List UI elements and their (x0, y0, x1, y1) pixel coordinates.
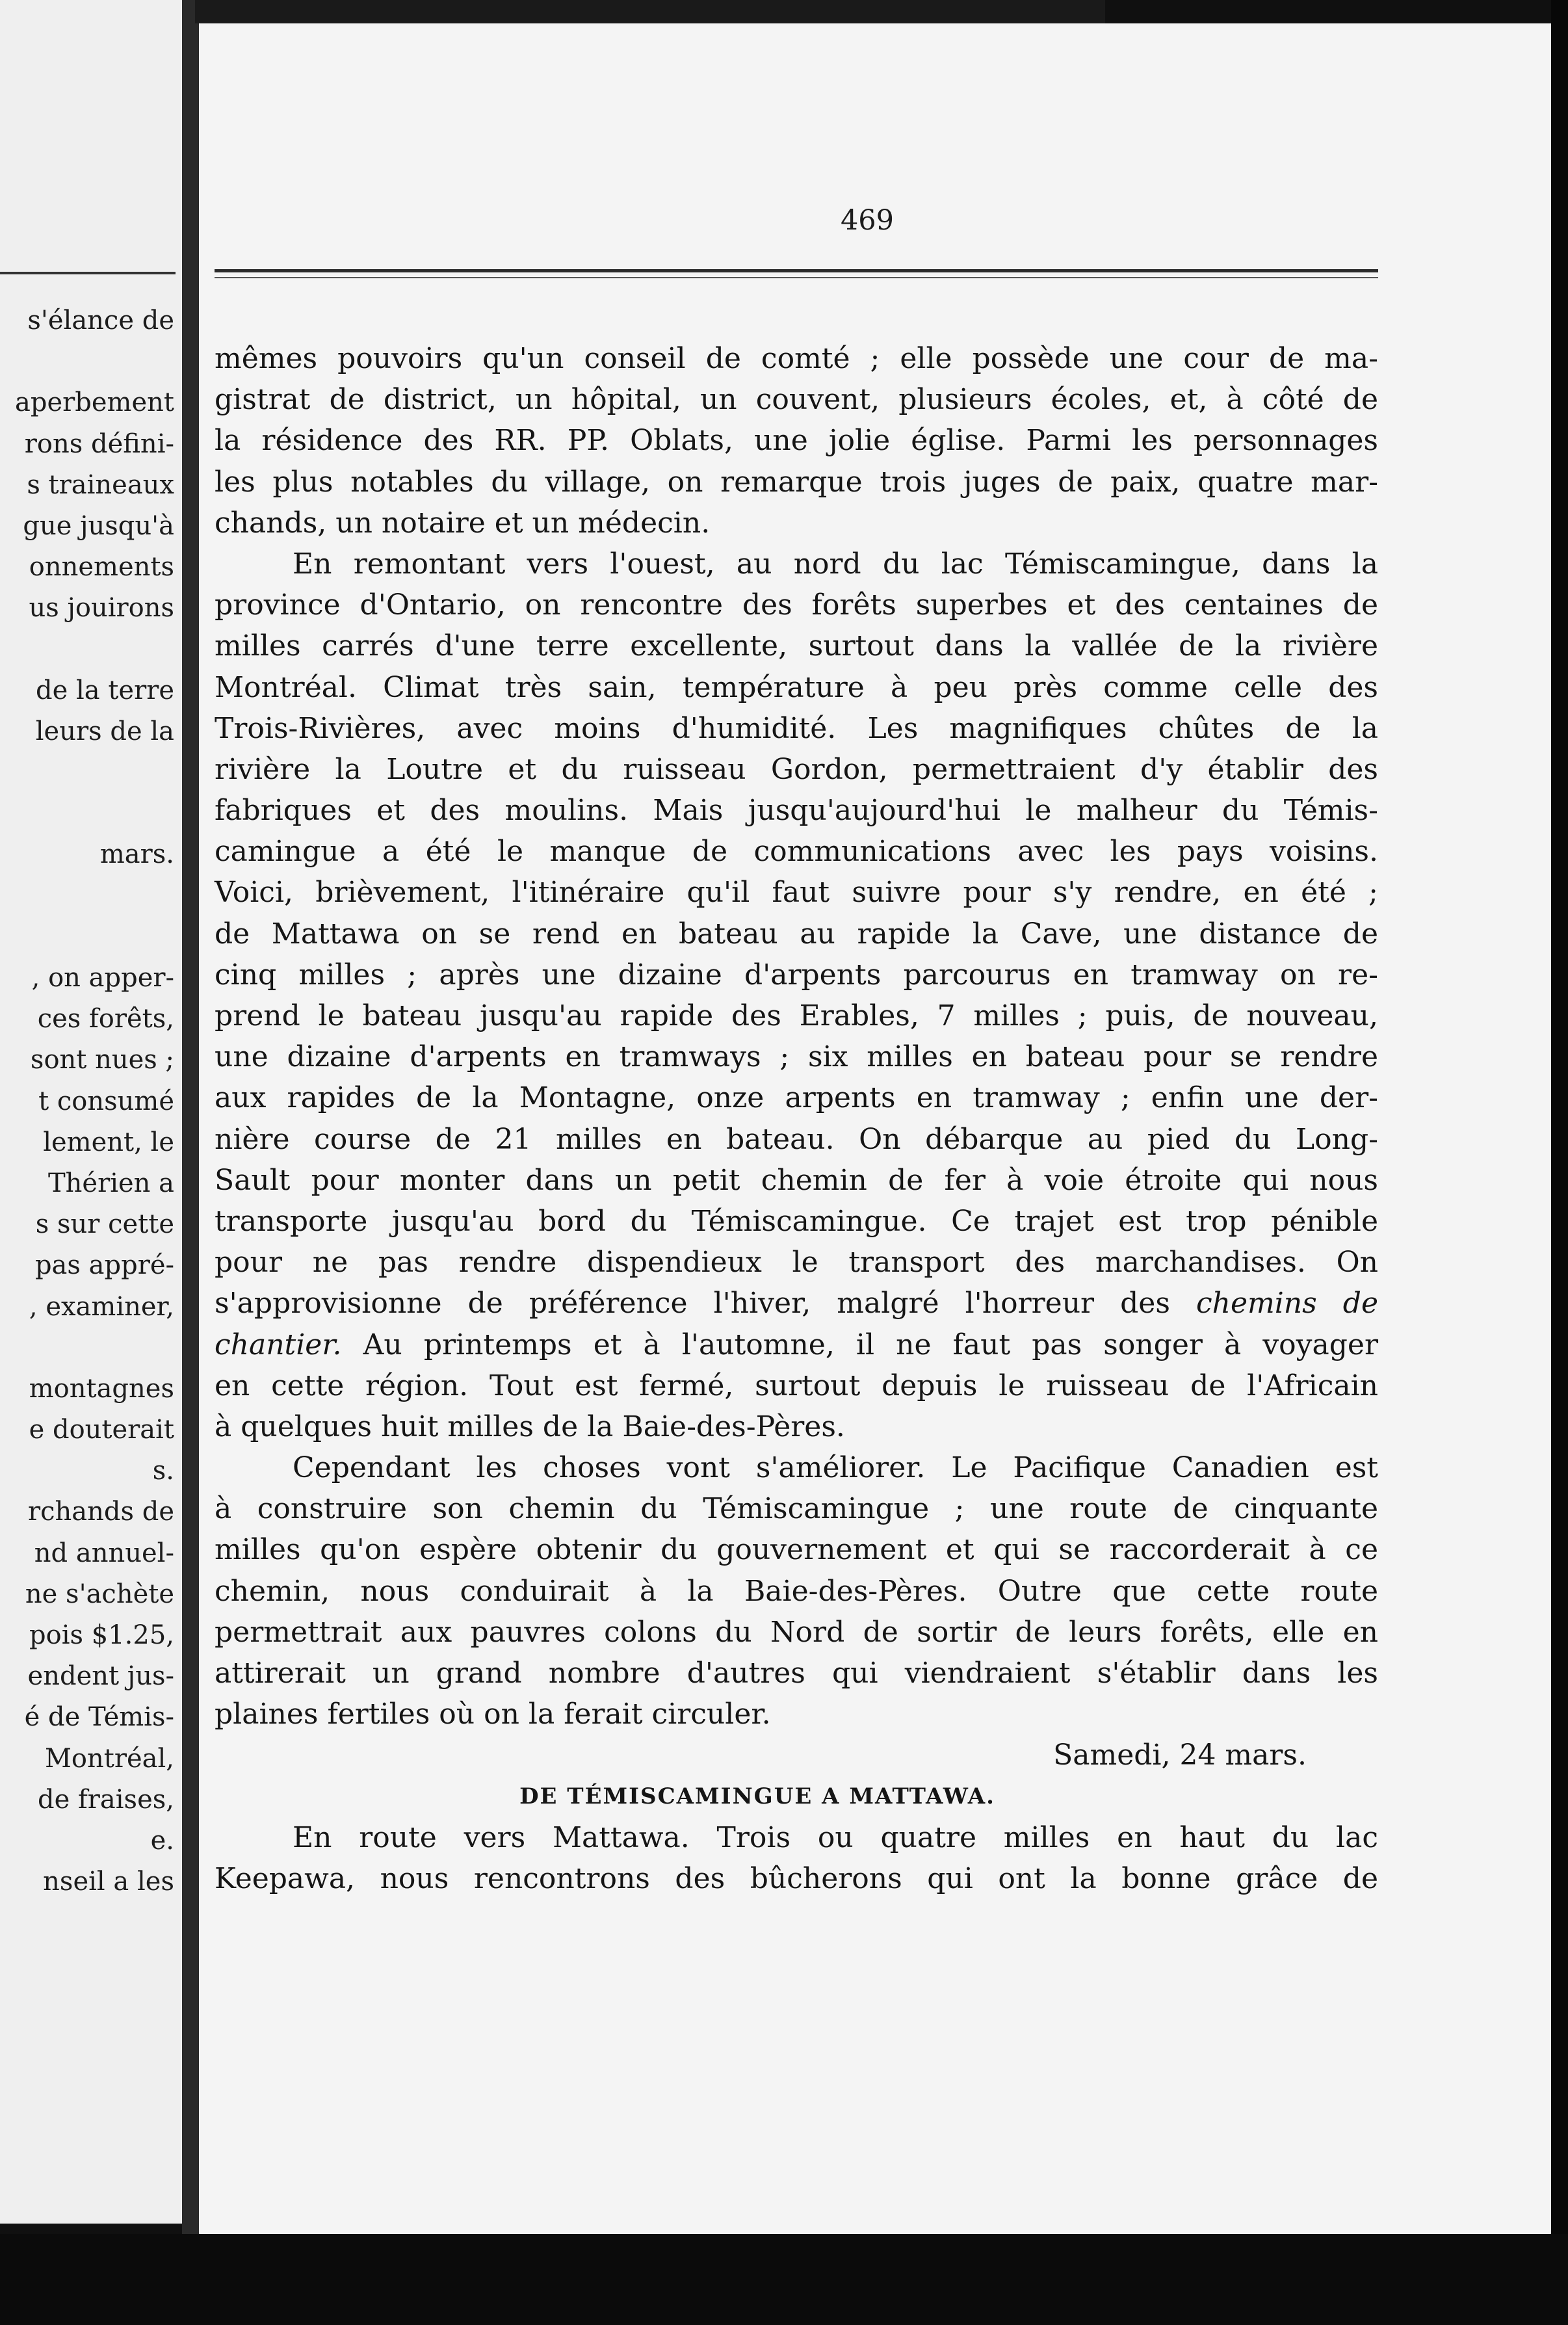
previous-page-line: t consumé (38, 1086, 174, 1116)
text-line: cinq milles ; après une dizaine d'arpents parcourus en tramway on re- (215, 958, 1378, 992)
text-line: les plus notables du village, on remarque trois juges de paix, quatre mar- (215, 465, 1378, 499)
previous-page-line: sont nues ; (30, 1045, 174, 1075)
section-heading: DE TÉMISCAMINGUE A MATTAWA. (519, 1783, 995, 1809)
text-line: fabriques et des moulins. Mais jusqu'aujourd'hui le malheur du Témis- (215, 794, 1378, 828)
header-rule (215, 269, 1378, 272)
previous-page-line (0, 1328, 174, 1369)
header-rule-thin (215, 277, 1378, 278)
previous-page-rule (0, 272, 176, 274)
text-line (215, 1283, 1378, 1324)
previous-page-line: mars. (99, 839, 174, 870)
right-scan-edge (1551, 0, 1568, 2325)
previous-page-line (0, 917, 174, 958)
previous-page-line: montagnes (29, 1373, 174, 1404)
text-fragment: s'approvisionne de préférence l'hiver, malgré l'horreur des (215, 1287, 1170, 1320)
previous-page-line: e. (150, 1825, 174, 1856)
previous-page-line: , on apper- (31, 963, 174, 993)
text-line: Voici, brièvement, l'itinéraire qu'il faut suivre pour s'y rendre, en été ; (215, 876, 1378, 910)
previous-page-line: de fraises, (38, 1784, 174, 1815)
italic-phrase: chemins de (1196, 1287, 1378, 1320)
previous-page-line: rons défini- (24, 428, 174, 459)
text-line: Montréal. Climat très sain, température à peu près comme celle des (215, 670, 1378, 704)
previous-page-line (0, 752, 174, 793)
text-fragment: Au printemps et à l'automne, il ne faut pas songer à voyager (363, 1328, 1378, 1361)
previous-page-line: s sur cette (35, 1209, 174, 1240)
previous-page-line (0, 793, 174, 834)
text-line: à quelques huit milles de la Baie-des-Pères. (215, 1410, 845, 1443)
previous-page-line: gue jusqu'à (23, 510, 174, 541)
text-line: une dizaine d'arpents en tramways ; six milles en bateau pour se rendre (215, 1040, 1378, 1074)
previous-page-line: s'élance de (27, 306, 174, 335)
bottom-scan-edge (0, 2234, 1568, 2325)
book-gutter (182, 0, 199, 2325)
page-body (215, 338, 1378, 1899)
text-line: la résidence des RR. PP. Oblats, une jolie église. Parmi les personnages (215, 424, 1378, 458)
previous-page-line: leurs de la (35, 716, 174, 746)
text-line (215, 1324, 1378, 1365)
text-line: de Mattawa on se rend en bateau au rapide la Cave, une distance de (215, 917, 1378, 951)
text-line: nière course de 21 milles en bateau. On débarque au pied du Long- (215, 1122, 1378, 1156)
text-line: permettrait aux pauvres colons du Nord de sortir de leurs forêts, elle en (215, 1615, 1378, 1649)
page-number: 469 (840, 204, 895, 237)
previous-page-line (0, 876, 174, 917)
previous-page-line: onnements (29, 552, 174, 583)
text-line: gistrat de district, un hôpital, un couvent, plusieurs écoles, et, à côté de (215, 383, 1378, 417)
previous-page-line: Thérien a (47, 1168, 174, 1198)
previous-page-line (0, 629, 174, 670)
previous-page-text (0, 300, 174, 1902)
page (199, 23, 1551, 2234)
text-line: Keepawa, nous rencontrons des bûcherons qui ont la bonne grâce de (215, 1861, 1378, 1895)
top-scan-shadow (195, 0, 1105, 23)
previous-page-line (0, 341, 174, 382)
previous-page-line: s traineaux (27, 469, 174, 500)
text-line: mêmes pouvoirs qu'un conseil de comté ; elle possède une cour de ma- (215, 342, 1378, 375)
text-line: pour ne pas rendre dispendieux le transport des marchandises. On (215, 1246, 1378, 1280)
previous-page-line: nseil a les (43, 1867, 174, 1897)
previous-page-line: rchands de (27, 1497, 174, 1527)
text-line: camingue a été le manque de communications avec les pays voisins. (215, 835, 1378, 869)
dateline: Samedi, 24 mars. (1053, 1739, 1307, 1772)
previous-page-line: endent jus- (27, 1661, 174, 1692)
text-line: en cette région. Tout est fermé, surtout depuis le ruisseau de l'Africain (215, 1369, 1378, 1402)
text-line: En route vers Mattawa. Trois ou quatre milles en haut du lac (293, 1820, 1378, 1854)
text-line: à construire son chemin du Témiscamingue ; une route de cinquante (215, 1492, 1378, 1526)
text-line: En remontant vers l'ouest, au nord du lac Témiscamingue, dans la (293, 547, 1378, 581)
previous-page-line: e douterait (29, 1415, 174, 1445)
text-line: transporte jusqu'au bord du Témiscamingue. Ce trajet est trop pénible (215, 1204, 1378, 1238)
text-line: prend le bateau jusqu'au rapide des Erables, 7 milles ; puis, de nouveau, (215, 999, 1378, 1032)
text-line: aux rapides de la Montagne, onze arpents en tramway ; enfin une der- (215, 1081, 1378, 1115)
previous-page-line: Montréal, (44, 1743, 174, 1774)
previous-page-line: pas appré- (34, 1250, 174, 1281)
previous-page-line: us jouirons (29, 593, 174, 624)
text-line: Sault pour monter dans un petit chemin de fer à voie étroite qui nous (215, 1163, 1378, 1197)
text-line: Cependant les choses vont s'améliorer. Le Pacifique Canadien est (293, 1451, 1378, 1485)
previous-page-line: aperbement (15, 388, 174, 418)
italic-phrase: chantier. (215, 1328, 342, 1361)
previous-page-line: ces forêts, (37, 1004, 174, 1034)
previous-page-line: ne s'achète (25, 1579, 174, 1609)
text-line: plaines fertiles où on la ferait circuler. (215, 1698, 771, 1731)
previous-page-line: , examiner, (29, 1291, 174, 1322)
previous-page-line: de la terre (35, 675, 174, 705)
text-line: milles qu'on espère obtenir du gouvernement et qui se raccorderait à ce (215, 1533, 1378, 1567)
previous-page-line: pois $1.25, (29, 1620, 174, 1650)
text-line: chands, un notaire et un médecin. (215, 506, 711, 540)
previous-page-line: nd annuel- (34, 1538, 174, 1568)
previous-page-line: é de Témis- (24, 1702, 174, 1733)
text-line: rivière la Loutre et du ruisseau Gordon, permettraient d'y établir des (215, 752, 1378, 786)
previous-page-line: lement, le (43, 1127, 174, 1157)
previous-page-line: s. (152, 1456, 174, 1486)
text-line: Trois-Rivières, avec moins d'humidité. Les magnifiques chûtes de la (215, 711, 1378, 745)
text-line: province d'Ontario, on rencontre des forêts superbes et des centaines de (215, 588, 1378, 622)
text-line: milles carrés d'une terre excellente, surtout dans la vallée de la rivière (215, 629, 1378, 663)
text-line: chemin, nous conduirait à la Baie-des-Pères. Outre que cette route (215, 1574, 1378, 1608)
text-line: attirerait un grand nombre d'autres qui viendraient s'établir dans les (215, 1657, 1378, 1690)
previous-page-fragment (0, 0, 190, 2224)
